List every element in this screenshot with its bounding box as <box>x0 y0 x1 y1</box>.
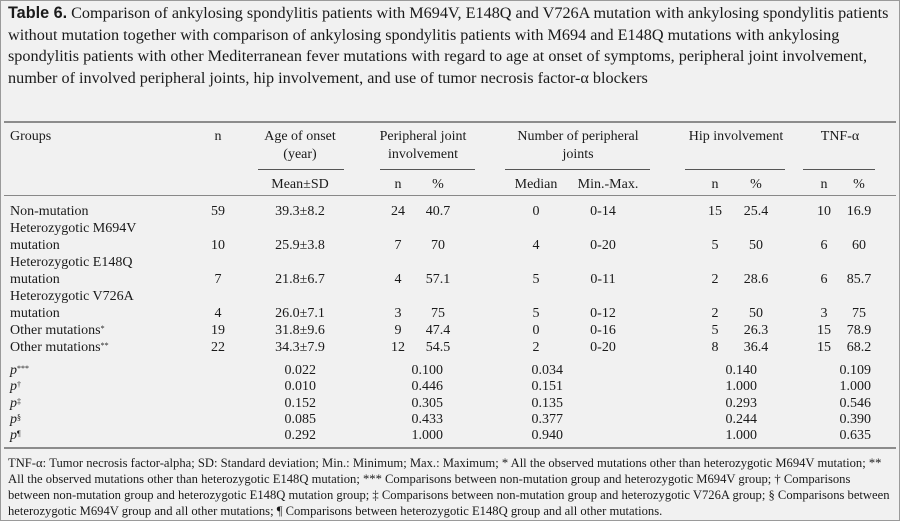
table-cell: 60 <box>852 238 866 253</box>
header-rule <box>4 195 896 196</box>
table-cell: 68.2 <box>846 340 872 355</box>
table-cell: 15 <box>708 204 722 219</box>
header-number-1: Number of peripheral <box>517 129 639 144</box>
p-value-cell: 1.000 <box>725 379 757 395</box>
table-cell: 15 <box>817 340 831 355</box>
p-symbol: p <box>10 379 17 395</box>
table-cell: 0-20 <box>590 238 616 253</box>
p-value-cell: 1.000 <box>411 428 443 444</box>
table-cell: 3 <box>820 306 828 321</box>
table-cell: 85.7 <box>846 272 872 287</box>
p-value-cell: 0.293 <box>725 395 757 411</box>
footnote-marker: ¶ <box>17 429 21 439</box>
table-cell: 25.4 <box>743 204 769 219</box>
underline-tnf <box>803 169 875 170</box>
table-cell: 9 <box>394 323 402 338</box>
table-cell: 57.1 <box>425 272 451 287</box>
header-median: Median <box>514 177 558 192</box>
table-cell: 54.5 <box>425 340 451 355</box>
table-cell: 25.9±3.8 <box>275 238 325 253</box>
table-cell: 3 <box>394 306 402 321</box>
underline-peripheral <box>380 169 475 170</box>
group-name: Heterozygotic E148Q <box>10 255 133 270</box>
table-cell: 5 <box>532 306 540 321</box>
bottom-rule <box>4 447 896 449</box>
table-cell: 75 <box>431 306 445 321</box>
table-cell: 40.7 <box>425 204 451 219</box>
table-cell: 10 <box>817 204 831 219</box>
p-symbol: p <box>10 411 17 427</box>
p-value-cell: 0.546 <box>839 395 871 411</box>
table-cell: 24 <box>391 204 405 219</box>
p-value-label <box>10 411 21 428</box>
header-peripheral-2: involvement <box>388 147 458 162</box>
table-cell: 0-11 <box>590 272 616 287</box>
group-name: mutation <box>10 306 60 321</box>
p-value-label <box>10 378 21 395</box>
p-symbol: p <box>10 363 17 378</box>
table-cell: 4 <box>394 272 402 287</box>
table-cell: 21.8±6.7 <box>275 272 325 287</box>
footnote-marker: § <box>17 412 21 422</box>
table-cell: 36.4 <box>743 340 769 355</box>
header-age-2: (year) <box>283 147 317 162</box>
header-age-sub: Mean±SD <box>271 177 329 192</box>
footnote-marker: † <box>17 380 21 390</box>
header-tnf-n: n <box>820 177 828 192</box>
table-cell: 47.4 <box>425 323 451 338</box>
header-minmax: Min.-Max. <box>577 177 639 192</box>
table-cell: 6 <box>820 238 828 253</box>
header-tnf: TNF-α <box>820 129 860 144</box>
header-hip-pct: % <box>750 177 762 192</box>
p-value-cell: 0.100 <box>411 363 443 378</box>
footnote-marker: ‡ <box>17 396 21 406</box>
table-cell: 59 <box>211 204 225 219</box>
table-cell: 0 <box>532 323 540 338</box>
table-cell: 10 <box>211 238 225 253</box>
p-value-cell: 1.000 <box>839 379 871 395</box>
table-cell: 4 <box>214 306 222 321</box>
p-value-cell: 1.000 <box>725 428 757 444</box>
table-cell: 16.9 <box>846 204 872 219</box>
header-hip: Hip involvement <box>688 129 784 144</box>
p-value-cell: 0.635 <box>839 428 871 444</box>
header-peripheral-pct: % <box>432 177 444 192</box>
p-symbol: p <box>10 395 17 411</box>
table-cell: 5 <box>711 323 719 338</box>
table-cell: 8 <box>711 340 719 355</box>
table-cell: 19 <box>211 323 225 338</box>
group-name: mutation <box>10 238 60 253</box>
table-cell: 50 <box>749 238 763 253</box>
p-value-cell: 0.140 <box>725 363 757 378</box>
table-cell: 4 <box>532 238 540 253</box>
group-name: Heterozygotic V726A <box>10 289 134 304</box>
top-rule <box>4 121 896 123</box>
p-value-cell: 0.292 <box>284 428 316 444</box>
p-value-cell: 0.085 <box>284 411 316 427</box>
p-value-cell: 0.446 <box>411 379 443 395</box>
table-cell: 0 <box>532 204 540 219</box>
footnote-marker: * <box>100 324 105 333</box>
header-hip-n: n <box>711 177 719 192</box>
header-n: n <box>214 129 222 144</box>
p-value-cell: 0.022 <box>284 363 316 378</box>
p-value-cell: 0.244 <box>725 411 757 427</box>
table-cell: 5 <box>711 238 719 253</box>
table-cell: 6 <box>820 272 828 287</box>
group-name: mutation <box>10 272 60 287</box>
table-cell: 78.9 <box>846 323 872 338</box>
table-caption <box>8 3 892 89</box>
table-cell: 0-12 <box>590 306 616 321</box>
table-cell: 75 <box>852 306 866 321</box>
p-value-label <box>10 427 21 444</box>
p-value-cell: 0.940 <box>531 428 563 444</box>
table-cell: 26.3 <box>743 323 769 338</box>
table-cell: 7 <box>394 238 402 253</box>
p-value-label <box>10 362 29 379</box>
table-cell: 31.8±9.6 <box>275 323 325 338</box>
table-cell: 22 <box>211 340 225 355</box>
p-value-cell: 0.151 <box>531 379 563 395</box>
table-cell: 39.3±8.2 <box>275 204 325 219</box>
table-label: Table 6. <box>8 4 68 22</box>
p-value-cell: 0.152 <box>284 395 316 411</box>
table-cell: 0-14 <box>590 204 616 219</box>
table-cell: 2 <box>532 340 540 355</box>
group-name: Other mutations* <box>10 323 105 338</box>
table-cell: 26.0±7.1 <box>275 306 325 321</box>
table-cell: 0-16 <box>590 323 616 338</box>
group-name: Non-mutation <box>10 204 89 219</box>
table-cell: 70 <box>431 238 445 253</box>
table-cell: 7 <box>214 272 222 287</box>
group-name: Heterozygotic M694V <box>10 221 137 236</box>
table-cell: 5 <box>532 272 540 287</box>
table-cell: 12 <box>391 340 405 355</box>
table-cell: 0-20 <box>590 340 616 355</box>
group-name: Other mutations** <box>10 340 109 355</box>
table-cell: 15 <box>817 323 831 338</box>
p-value-cell: 0.390 <box>839 411 871 427</box>
header-groups: Groups <box>10 129 52 144</box>
header-number-2: joints <box>562 147 594 162</box>
underline-number <box>505 169 650 170</box>
table-cell: 50 <box>749 306 763 321</box>
p-value-cell: 0.109 <box>839 363 871 378</box>
underline-age <box>258 169 344 170</box>
header-tnf-pct: % <box>853 177 865 192</box>
table-cell: 2 <box>711 272 719 287</box>
p-symbol: p <box>10 428 17 444</box>
p-value-label <box>10 395 21 412</box>
footnote: TNF-α: Tumor necrosis factor-alpha; SD: Standard deviation; Min.: Minimum; Max.: Maximum; * All the observed mutations other than heterozygotic M694V mutation; ** All the observed mutations other than heterozygotic E148Q mutation; *** Comparisons between non-mutation group and heterozygotic M694V group; † Comparisons between non-mutation group and heterozygotic E148Q mutation group; ‡ Comparisons between non-mutation group and heterozygotic V726A group; § Comparisons between heterozygotic M694V group and all other mutations; ¶ Comparisons between heterozygotic E148Q group and all other mutations. <box>8 456 890 518</box>
p-value-cell: 0.377 <box>531 411 563 427</box>
caption-text: Comparison of ankylosing spondylitis patients with M694V, E148Q and V726A mutation with ankylosing spondylitis patients without mutation together with comparison of ankylosing spondylitis patients with M694 and E148Q mutations with ankylosing spondylitis patients with other Mediterranean fever mutations with regard to age at onset of symptoms, peripheral joint involvement, number of involved peripheral joints, hip involvement, and use of tumor necrosis factor-α blockers <box>8 4 889 87</box>
p-value-cell: 0.135 <box>531 395 563 411</box>
header-peripheral-1: Peripheral joint <box>379 129 467 144</box>
table-cell: 2 <box>711 306 719 321</box>
p-value-cell: 0.433 <box>411 411 443 427</box>
table-cell: 34.3±7.9 <box>275 340 325 355</box>
footnote-marker: ** <box>100 341 109 350</box>
table-cell: 28.6 <box>743 272 769 287</box>
p-value-cell: 0.305 <box>411 395 443 411</box>
footnote-marker: *** <box>17 364 29 373</box>
header-age-1: Age of onset <box>264 129 336 144</box>
p-value-cell: 0.034 <box>531 363 563 378</box>
underline-hip <box>685 169 785 170</box>
header-peripheral-n: n <box>394 177 402 192</box>
p-value-cell: 0.010 <box>284 379 316 395</box>
